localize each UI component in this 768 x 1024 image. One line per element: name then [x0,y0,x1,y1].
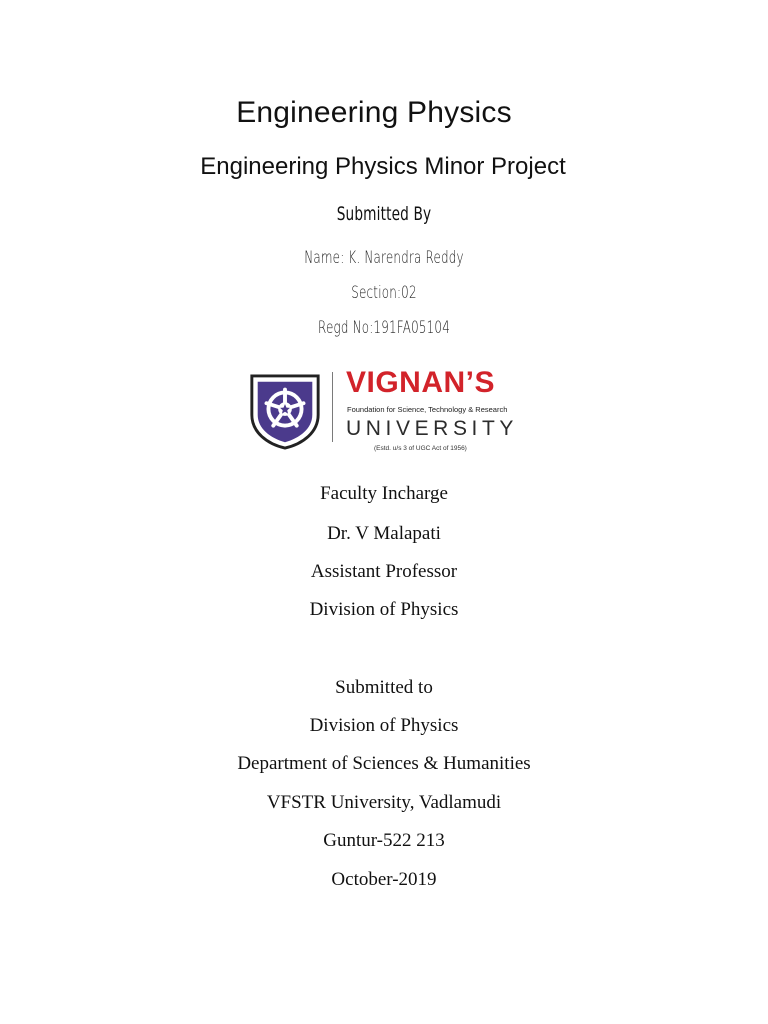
logo-tagline: Foundation for Science, Technology & Research [347,405,508,414]
student-section: Section:02 [351,283,417,303]
faculty-heading: Faculty Incharge [320,483,448,504]
submission-date: October-2019 [331,869,437,890]
university-crest-icon [246,372,324,450]
student-name: Name: K. Narendra Reddy [304,248,464,268]
document-subtitle: Engineering Physics Minor Project [200,153,566,180]
faculty-division: Division of Physics [309,599,459,620]
submitted-to-city: Guntur-522 213 [323,830,445,851]
logo-divider [332,372,333,442]
submitted-to-division: Division of Physics [309,715,459,736]
faculty-name: Dr. V Malapati [327,523,441,544]
student-regd-no: Regd No:191FA05104 [318,318,450,338]
submitted-to-heading: Submitted to [335,677,433,698]
submitted-to-university: VFSTR University, Vadlamudi [266,792,502,813]
submitted-to-department: Department of Sciences & Humanities [237,753,531,774]
document-title: Engineering Physics [236,96,512,129]
submitted-by-heading: Submitted By [336,203,432,225]
logo-university: UNIVERSITY [346,417,519,440]
university-logo [246,368,522,460]
logo-brand: VIGNAN’S [346,366,496,399]
logo-established: (Estd. u/s 3 of UGC Act of 1956) [374,445,467,452]
faculty-designation: Assistant Professor [310,561,458,582]
